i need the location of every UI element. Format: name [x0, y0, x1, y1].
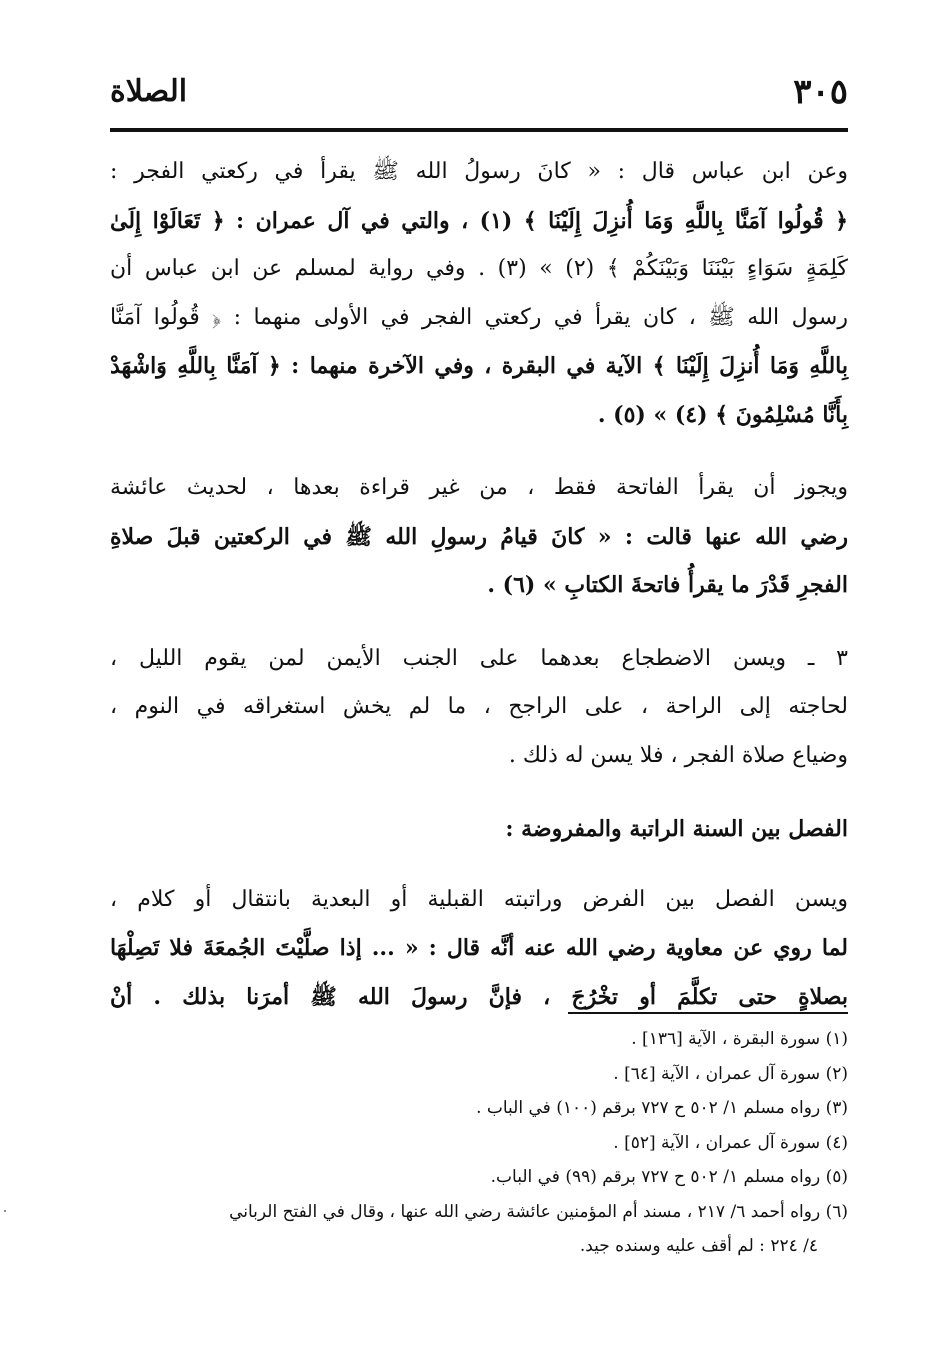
- text-line: ﴿ قُولُوا آمَنَّا بِاللَّهِ وَمَا أُنزِلَ إِلَيْنَا ﴾ (١) ، والتي في آل عمران : ﴿ تَعَالَوْا إِلَىٰ: [110, 207, 848, 234]
- main-text: [110, 148, 848, 1046]
- text-line: كَلِمَةٍ سَوَاءٍ بَيْنَنَا وَبَيْنَكُمْ ﴾ (٢) » (٣) . وفي رواية لمسلم عن ابن عباس أن: [110, 256, 848, 281]
- footnote-rule: [568, 1012, 848, 1014]
- running-title: الصلاة: [110, 74, 188, 109]
- text-line: وعن ابن عباس قال : « كانَ رسولُ الله ﷺ يقرأ في ركعتي الفجر :: [110, 159, 848, 184]
- footnote: (٢) سورة آل عمران ، الآية [٦٤] .: [613, 1063, 848, 1084]
- footnote: (٣) رواه مسلم ١/ ٥٠٢ ح ٧٢٧ برقم (١٠٠) في الباب .: [476, 1098, 848, 1118]
- section-heading: الفصل بين السنة الراتبة والمفروضة :: [505, 816, 848, 842]
- text-line: رسول الله ﷺ ، كان يقرأ في ركعتي الفجر في الأولى منهما : ﴿ قُولُوا آمَنَّا: [110, 304, 848, 330]
- text-line: الفجرِ قَدْرَ ما يقرأُ فاتحةَ الكتابِ » (٦) .: [487, 572, 848, 598]
- text-line: ويسن الفصل بين الفرض وراتبته القبلية أو البعدية بانتقال أو كلام ،: [110, 886, 848, 912]
- paragraph-ibn-abbas: [110, 148, 848, 439]
- text-line: بِأَنَّا مُسْلِمُونَ ﴾ (٤) » (٥) .: [597, 401, 848, 428]
- text-line: بِاللَّهِ وَمَا أُنزِلَ إِلَيْنَا ﴾ الآية في البقرة ، وفي الآخرة منهما : ﴿ آمَنَّا بِاللَّهِ وَاشْهَدْ: [110, 353, 848, 379]
- page-header: [110, 72, 848, 120]
- text-line: ٣ ـ ويسن الاضطجاع بعدهما على الجنب الأيمن لمن يقوم الليل ،: [110, 645, 848, 671]
- paragraph-fatiha: [110, 464, 848, 610]
- text-line: لما روي عن معاوية رضي الله عنه أنَّه قال : « ... إذا صلَّيْتَ الجُمعَةَ فلا تَصِلْهَا: [110, 935, 848, 961]
- paragraph-lying-down: [110, 635, 848, 781]
- page-number: ٣٠٥: [793, 72, 848, 112]
- footnote: (٦) رواه أحمد ٦/ ٢١٧ ، مسند أم المؤمنين عائشة رضي الله عنها ، وقال في الفتح الرباني: [229, 1201, 848, 1222]
- footnote: (٥) رواه مسلم ١/ ٥٠٢ ح ٧٢٧ برقم (٩٩) في الباب.: [490, 1167, 848, 1187]
- footnote-continuation: ٤/ ٢٢٤ : لم أقف عليه وسنده جيد.: [579, 1236, 818, 1256]
- paragraph-separation: [110, 876, 848, 1022]
- text-line: وضياع صلاة الفجر ، فلا يسن له ذلك .: [508, 742, 848, 768]
- text-line: ويجوز أن يقرأ الفاتحة فقط ، من غير قراءة بعدها ، لحديث عائشة: [110, 475, 848, 500]
- text-line: رضي الله عنها قالت : « كانَ قيامُ رسولِ الله ﷺ في الركعتين قبلَ صلاةِ: [110, 523, 848, 550]
- text-line: بصلاةٍ حتى تكلَّمَ أو تخْرُجَ ، فإنَّ رسولَ الله ﷺ أمرَنا بذلك . أنْ: [110, 983, 848, 1010]
- text-line: لحاجته إلى الراحة ، على الراجح ، ما لم يخش استغراقه في النوم ،: [110, 694, 848, 719]
- scan-speck: [4, 1210, 6, 1212]
- footnote: (١) سورة البقرة ، الآية [١٣٦] .: [631, 1029, 848, 1049]
- footnotes: [110, 1022, 848, 1264]
- footnote: (٤) سورة آل عمران ، الآية [٥٢] .: [613, 1132, 848, 1153]
- header-rule: [110, 128, 848, 132]
